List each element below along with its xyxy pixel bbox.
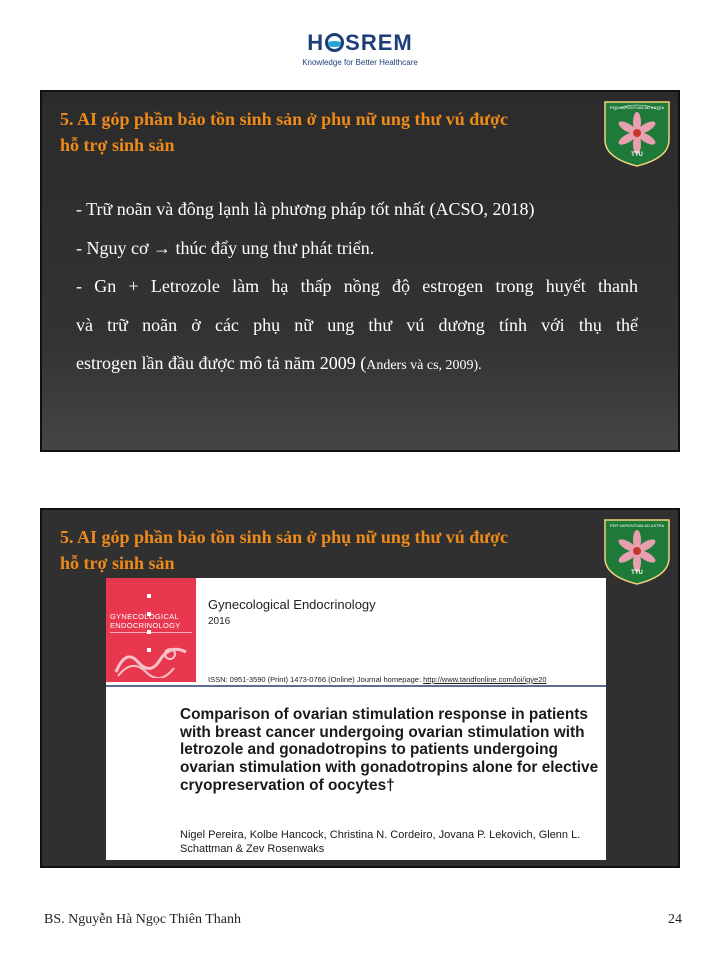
paper-screenshot xyxy=(106,578,606,860)
university-seal-icon xyxy=(602,96,672,168)
page-number: 24 xyxy=(668,912,682,927)
bullet-3-line-2: và trữ noãn ở các phụ nữ ung thư vú dương tính với thụ thể xyxy=(76,314,638,335)
arrow-right-icon: → xyxy=(153,237,172,258)
journal-year: 2016 xyxy=(208,616,231,627)
slide-title: 5. AI góp phần bảo tồn sinh sản ở phụ nữ ung thư vú được hỗ trợ sinh sản xyxy=(60,109,509,155)
bullet-2: - Nguy cơ → thúc đẩy ung thư phát triển. xyxy=(76,237,375,258)
slide-1 xyxy=(40,90,680,452)
logo-wordmark: H SREM xyxy=(307,30,413,55)
bullet-list xyxy=(76,190,638,386)
hosrem-logo xyxy=(290,30,430,75)
university-seal-icon xyxy=(602,514,672,586)
journal-cover xyxy=(106,578,196,682)
cover-title: GYNECOLOGICAL ENDOCRINOLOGY xyxy=(110,612,181,630)
journal-name: Gynecological Endocrinology xyxy=(208,597,376,612)
seal-abbr: TTU xyxy=(631,152,643,158)
seal-motto: PER SAPIENTIAM AD ASTRA xyxy=(609,523,665,528)
logo-tagline: Knowledge for Better Healthcare xyxy=(302,58,418,67)
divider xyxy=(106,685,606,687)
bullet-3-line-3: estrogen lần đầu được mô tả năm 2009 (Anders và cs, 2009). xyxy=(76,353,482,373)
paper-title: Comparison of ovarian stimulation response in patients with breast cancer undergoing ovarian stimulation with letrozole and gonadotropins to patients undergoing ovarian stimulation with gonadotropins alone for elective cryopreservation of oocytes† xyxy=(180,706,599,794)
seal-abbr: TTU xyxy=(631,570,643,576)
slide-2 xyxy=(40,508,680,868)
slide-title: 5. AI góp phần bảo tồn sinh sản ở phụ nữ ung thư vú được hỗ trợ sinh sản xyxy=(60,527,509,573)
journal-logo-icon xyxy=(146,586,156,604)
globe-icon xyxy=(325,33,344,52)
paper-authors: Nigel Pereira, Kolbe Hancock, Christina N. Cordeiro, Jovana P. Lekovich, Glenn L. Schattman & Zev Rosenwaks xyxy=(180,829,581,855)
cover-pattern-icon xyxy=(112,644,190,678)
bullet-1: - Trữ noãn và đông lạnh là phương pháp tốt nhất (ACSO, 2018) xyxy=(76,199,535,219)
seal-motto: PER SAPIENTIAM AD ASTRA xyxy=(609,105,665,110)
journal-homepage-link[interactable]: http://www.tandfonline.com/loi/igye20 xyxy=(423,675,547,684)
citation: Anders và cs, 2009). xyxy=(366,358,482,373)
bullet-3-line-1: - Gn + Letrozole làm hạ thấp nồng độ estrogen trong huyết thanh xyxy=(76,276,638,296)
footer-author: BS. Nguyễn Hà Ngọc Thiên Thanh xyxy=(44,912,242,927)
issn-line: ISSN: 0951-3590 (Print) 1473-0766 (Online) Journal homepage: http://www.tandfonline.com/loi/igye20 xyxy=(208,675,547,684)
